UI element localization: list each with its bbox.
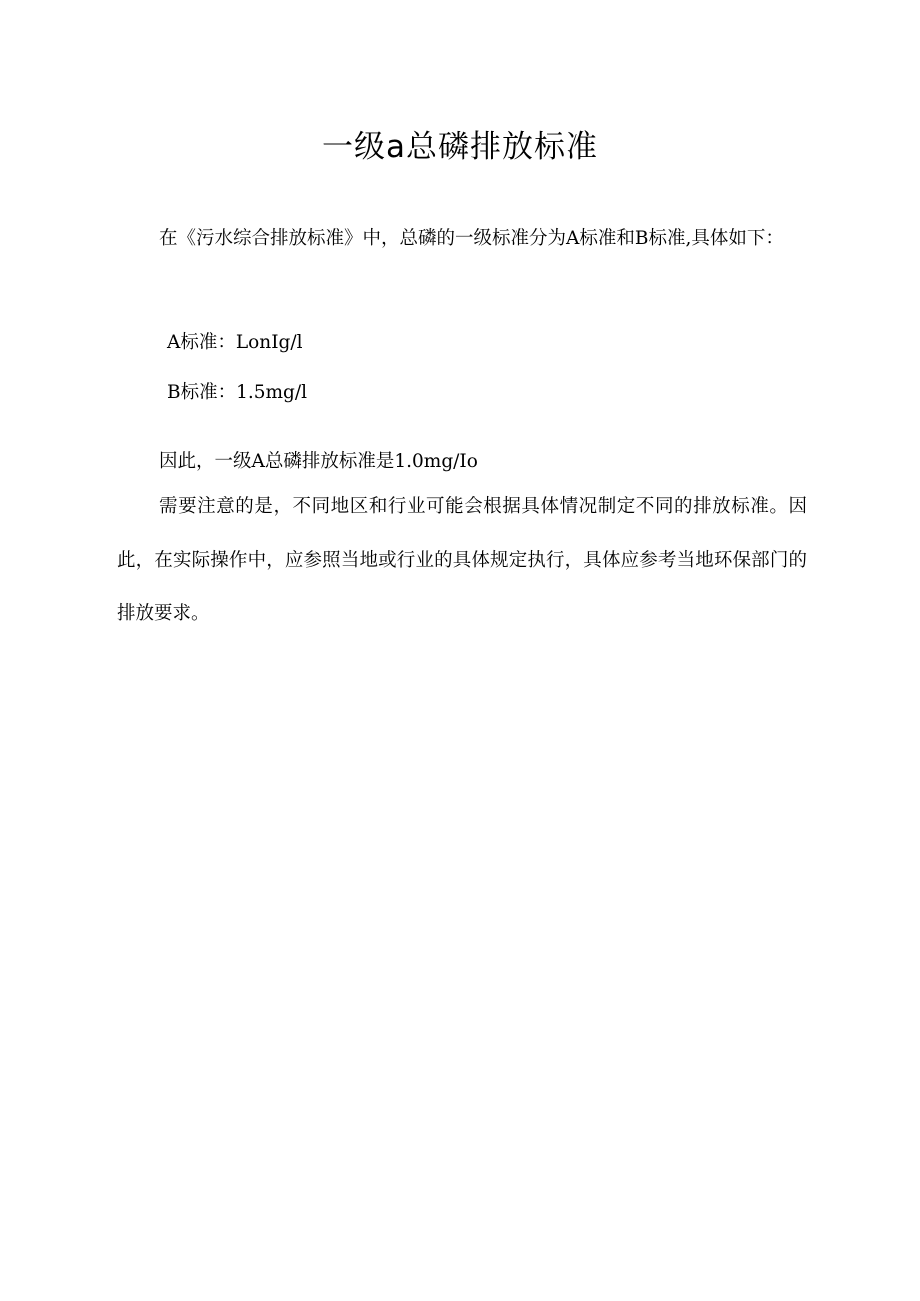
note-paragraph: 需要注意的是，不同地区和行业可能会根据具体情况制定不同的排放标准。因此，在实际操作中，应参照当地或行业的具体规定执行，具体应参考当地环保部门的排放要求。 bbox=[117, 496, 807, 624]
intro-paragraph: 在《污水综合排放标准》中，总磷的一级标准分为A标准和B标准,具体如下： bbox=[159, 228, 784, 249]
standard-a-line: A标准：LonIg/l bbox=[167, 332, 303, 353]
standard-b-line: B标准：1.5mg/l bbox=[167, 382, 308, 403]
document-title: 一级a总磷排放标准 bbox=[322, 129, 598, 165]
conclusion-paragraph: 因此，一级A总磷排放标准是1.0mg/Io bbox=[159, 451, 478, 472]
